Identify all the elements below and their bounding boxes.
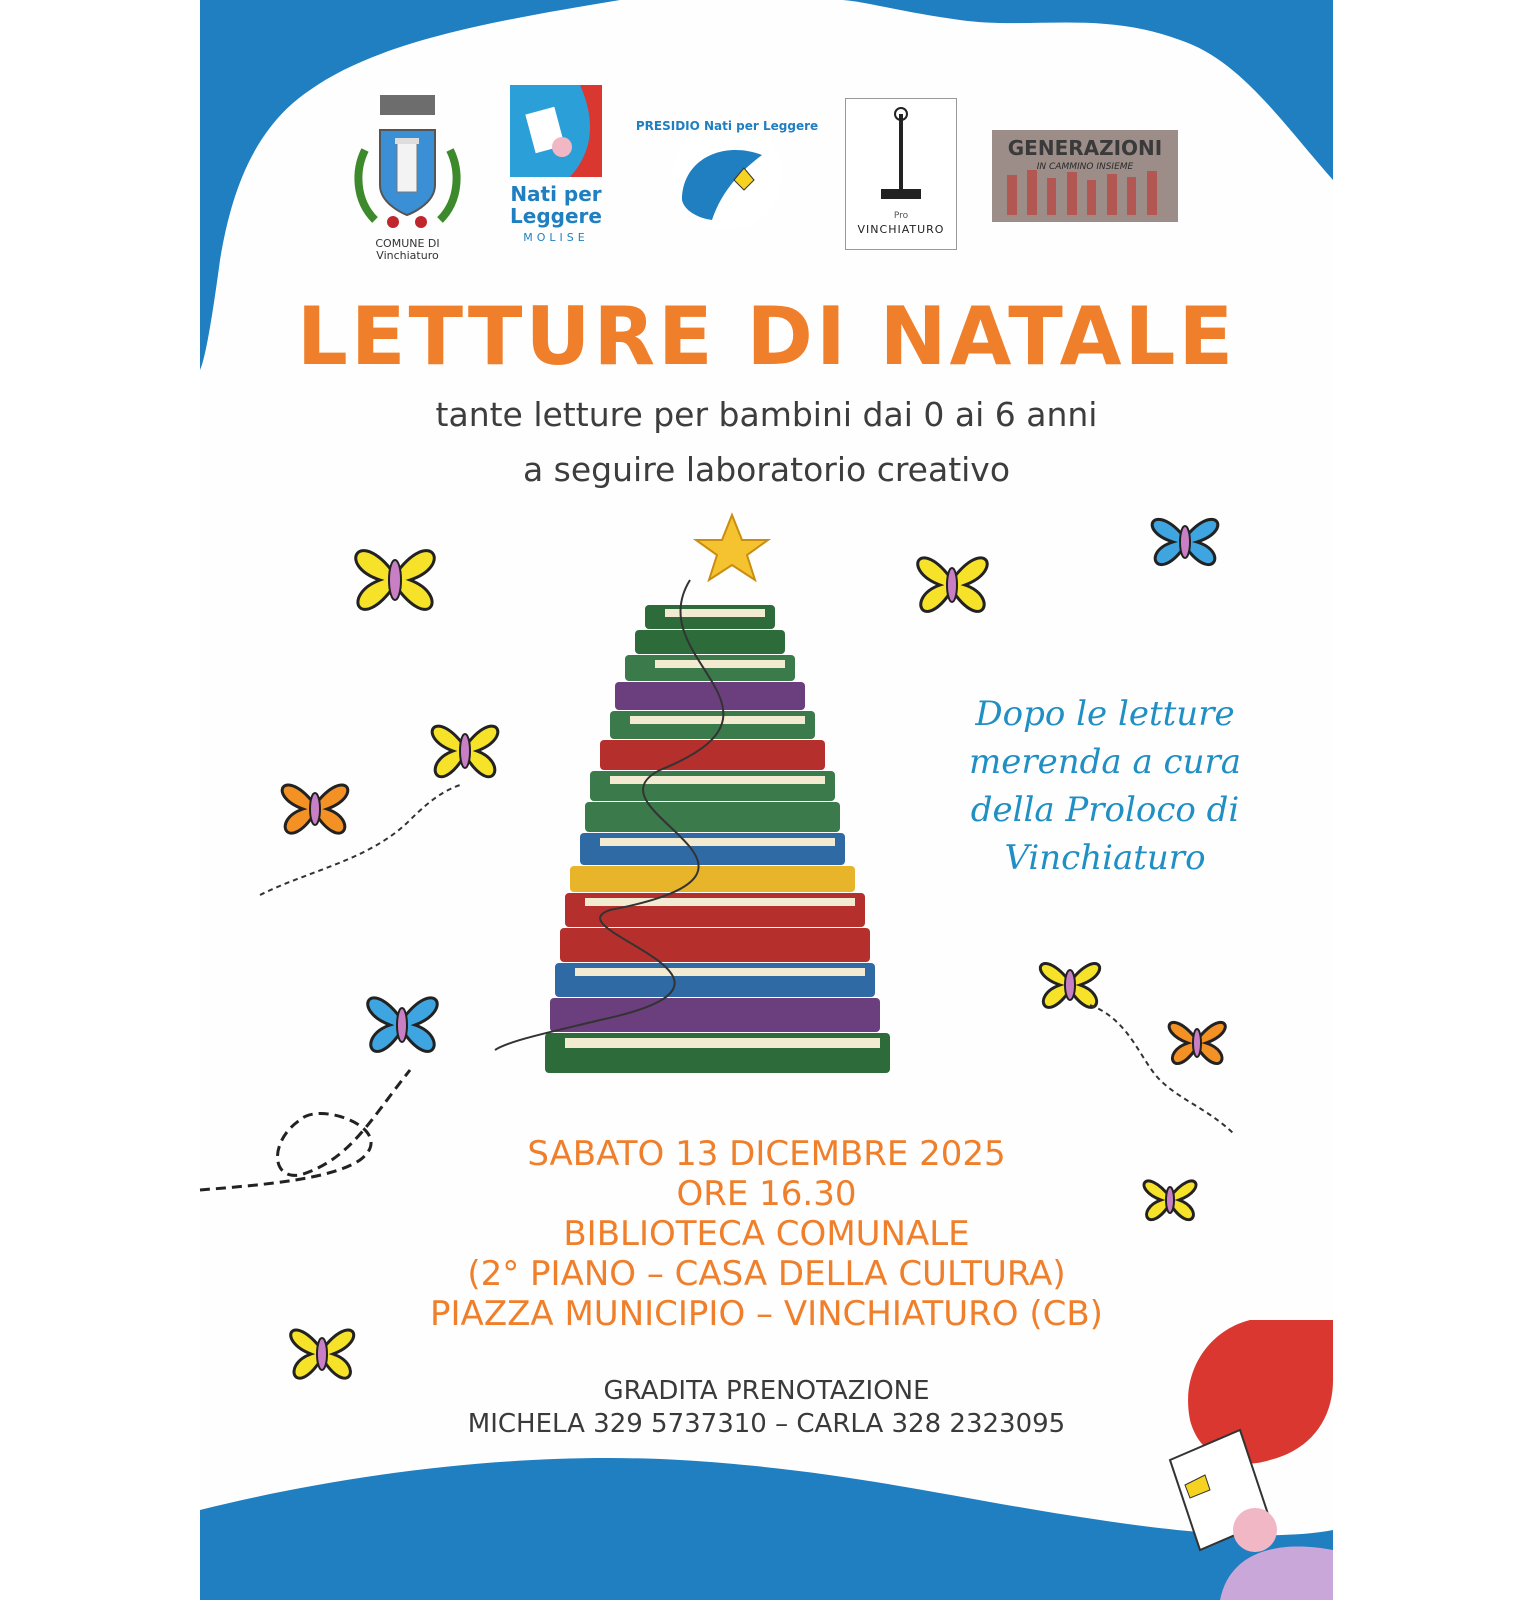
- comune-label-2: Vinchiaturo: [376, 249, 439, 262]
- snack-note: [940, 690, 1270, 882]
- comune-label-1: COMUNE DI: [375, 237, 440, 250]
- snack-note-line-4: Vinchiaturo: [1004, 838, 1206, 878]
- butterfly-icon: [1140, 500, 1230, 575]
- generazioni-title: GENERAZIONI: [1007, 136, 1163, 160]
- generazioni-logo: [992, 130, 1178, 222]
- event-time: ORE 16.30: [676, 1174, 857, 1214]
- butterfly-icon: [420, 705, 510, 790]
- poster: [200, 0, 1333, 1600]
- generazioni-sub: IN CAMMINO INSIEME: [1036, 162, 1134, 172]
- booking-label: GRADITA PRENOTAZIONE: [603, 1376, 930, 1406]
- event-venue-detail: (2° PIANO – CASA DELLA CULTURA): [467, 1254, 1066, 1294]
- snack-note-line-1: Dopo le letture: [975, 694, 1235, 734]
- butterfly-icon: [340, 525, 450, 625]
- npl-line2: Leggere: [510, 204, 602, 228]
- proloco-name: VINCHIATURO: [857, 223, 945, 236]
- butterfly-icon: [355, 975, 450, 1065]
- presidio-emblem-icon: [635, 110, 819, 240]
- coat-of-arms-icon: [345, 90, 470, 240]
- reading-child-illustration: [1130, 1320, 1333, 1600]
- npl-region: MOLISE: [523, 231, 589, 244]
- butterfly-flight-path: [1090, 1000, 1240, 1140]
- logos-row: [200, 80, 1333, 270]
- snack-note-line-2: merenda a cura: [968, 742, 1242, 782]
- event-address: PIAZZA MUNICIPIO – VINCHIATURO (CB): [430, 1294, 1103, 1334]
- subtitle-line-1: tante letture per bambini dai 0 ai 6 anni: [435, 395, 1098, 434]
- npl-molise-logo: [510, 85, 610, 260]
- butterfly-flight-path: [260, 780, 460, 900]
- book-tree-illustration: [490, 510, 970, 1100]
- star-icon: [696, 515, 768, 580]
- subtitle-line-2: a seguire laboratorio creativo: [522, 450, 1011, 489]
- event-venue: BIBLIOTECA COMUNALE: [563, 1214, 970, 1254]
- proloco-small: Pro: [893, 211, 909, 221]
- presidio-logo: [635, 110, 819, 240]
- npl-line1: Nati per: [510, 182, 602, 206]
- presidio-text: PRESIDIO Nati per Leggere: [635, 119, 819, 133]
- event-date: SABATO 13 DICEMBRE 2025: [527, 1134, 1006, 1174]
- lamppost-icon: [846, 99, 956, 209]
- booking-contacts: MICHELA 329 5737310 – CARLA 328 2323095: [467, 1409, 1066, 1439]
- event-title: LETTURE DI NATALE: [296, 290, 1237, 383]
- proloco-logo: [845, 98, 957, 250]
- snack-note-line-3: della Proloco di: [970, 790, 1240, 830]
- butterfly-icon: [905, 535, 1000, 625]
- reading-child-icon: [510, 85, 602, 177]
- comune-logo: [345, 90, 470, 260]
